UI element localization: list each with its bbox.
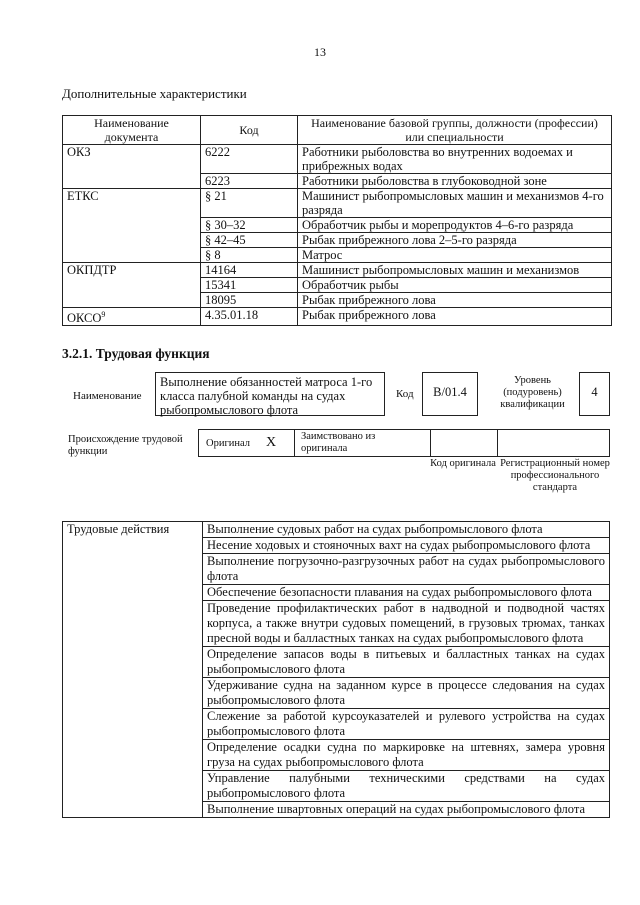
- code-cell: 6223: [201, 174, 298, 189]
- header-document: Наименование документа: [63, 116, 201, 145]
- document-cell: ОКЗ: [63, 145, 201, 189]
- name-cell: Обработчик рыбы: [298, 278, 612, 293]
- divider: [294, 430, 295, 456]
- table-row: [63, 308, 612, 326]
- labor-action-item: Несение ходовых и стояночных вахт на судах рыбопромыслового флота: [203, 538, 610, 554]
- name-cell: Рыбак прибрежного лова: [298, 293, 612, 308]
- labor-action-item: Удерживание судна на заданном курсе в процессе следования на судах рыбопромыслового флота: [203, 678, 610, 709]
- level-label: Уровень (подуровень) квалификации: [500, 375, 565, 410]
- page-number: 13: [314, 45, 326, 59]
- header-code: Код: [201, 116, 298, 145]
- borrowed-label: Заимствовано из оригинала: [301, 431, 376, 454]
- additional-characteristics-table: [62, 115, 612, 326]
- labor-actions-table: [62, 521, 610, 818]
- name-cell: Машинист рыбопромысловых машин и механизмов: [298, 263, 612, 278]
- name-cell: Машинист рыбопромысловых машин и механизмов 4-го разряда: [298, 189, 612, 218]
- labor-action-item: Выполнение судовых работ на судах рыбопромыслового флота: [203, 522, 610, 538]
- name-cell: Рыбак прибрежного лова: [298, 308, 612, 326]
- code-cell: 18095: [201, 293, 298, 308]
- code-original-caption: Код оригинала: [430, 458, 496, 469]
- name-cell: Обработчик рыбы и морепродуктов 4–6-го разряда: [298, 218, 612, 233]
- code-cell: § 8: [201, 248, 298, 263]
- labor-action-item: Обеспечение безопасности плавания на судах рыбопромыслового флота: [203, 585, 610, 601]
- labor-action-item: Определение запасов воды в питьевых и балластных танках на судах рыбопромыслового флота: [203, 647, 610, 678]
- labor-action-item: Определение осадки судна по маркировке на штевнях, замера уровня груза на судах рыбопромыслового флота: [203, 740, 610, 771]
- table-row: [63, 145, 612, 174]
- labor-action-item: Выполнение швартовных операций на судах рыбопромыслового флота: [203, 802, 610, 818]
- table-row: [63, 189, 612, 218]
- origin-table: [198, 429, 610, 457]
- code-cell: 6222: [201, 145, 298, 174]
- function-name: Выполнение обязанностей матроса 1-го класса палубной команды на судах рыбопромыслового флота: [155, 372, 385, 416]
- divider: [430, 430, 431, 456]
- code-cell: 15341: [201, 278, 298, 293]
- code-cell: 4.35.01.18: [201, 308, 298, 326]
- original-mark: Х: [266, 435, 277, 450]
- name-cell: Работники рыболовства во внутренних водоемах и прибрежных водах: [298, 145, 612, 174]
- labor-action-item: Проведение профилактических работ в надводной и подводной частях корпуса, а также внутри судовых помещений, в грузовых трюмах, танках пресной воды и балластных танках на судах рыбопромыслового флота: [203, 601, 610, 647]
- additional-characteristics-title: Дополнительные характеристики: [62, 86, 247, 101]
- section-title: 3.2.1. Трудовая функция: [62, 346, 210, 361]
- code-cell: § 42–45: [201, 233, 298, 248]
- table-row: [63, 263, 612, 278]
- labor-actions-label: Трудовые действия: [63, 522, 203, 818]
- labor-action-item: Выполнение погрузочно-разгрузочных работ на судах рыбопромыслового флота: [203, 554, 610, 585]
- name-label: Наименование: [73, 390, 142, 402]
- document-cell: ОКСО$^9$: [63, 308, 201, 326]
- table-row: [63, 522, 610, 538]
- divider: [497, 430, 498, 456]
- document-cell: ОКПДТР: [63, 263, 201, 308]
- header-name: Наименование базовой группы, должности (профессии) или специальности: [298, 116, 612, 145]
- level-value: 4: [579, 372, 610, 416]
- document-cell: ЕТКС: [63, 189, 201, 263]
- origin-label: Происхождение трудовой функции: [68, 434, 183, 457]
- name-cell: Рыбак прибрежного лова 2–5-го разряда: [298, 233, 612, 248]
- original-label: Оригинал: [206, 438, 250, 449]
- labor-action-item: Слежение за работой курсоуказателей и рулевого устройства на судах рыбопромыслового флота: [203, 709, 610, 740]
- reg-number-caption: Регистрационный номер профессионального стандарта: [500, 458, 610, 493]
- function-code: В/01.4: [422, 372, 478, 416]
- code-cell: § 21: [201, 189, 298, 218]
- code-cell: 14164: [201, 263, 298, 278]
- code-label: Код: [396, 388, 414, 400]
- name-cell: Работники рыболовства в глубоководной зоне: [298, 174, 612, 189]
- table-header-row: [63, 116, 612, 145]
- code-cell: § 30–32: [201, 218, 298, 233]
- name-cell: Матрос: [298, 248, 612, 263]
- labor-action-item: Управление палубными техническими средствами на судах рыбопромыслового флота: [203, 771, 610, 802]
